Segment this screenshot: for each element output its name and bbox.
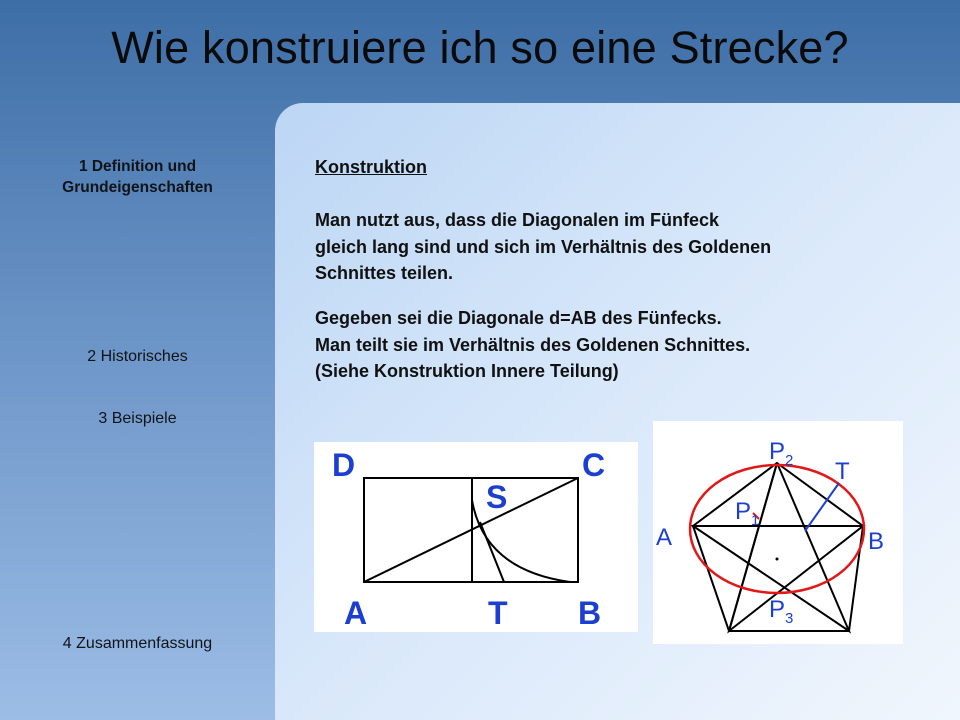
- nav-item-beispiele[interactable]: [0, 408, 275, 429]
- paragraph-given-diagonal: [315, 305, 935, 385]
- paragraph-line: (Siehe Konstruktion Innere Teilung): [315, 361, 619, 381]
- projection-line: [480, 522, 504, 582]
- label-a: A: [344, 595, 368, 631]
- paragraph-line: Schnittes teilen.: [315, 263, 454, 283]
- paragraph-line: Man nutzt aus, dass die Diagonalen im Fünfeck: [315, 210, 720, 230]
- nav-item-label-line1: 1 Definition und: [78, 158, 197, 175]
- nav-item-label: 3 Beispiele: [98, 410, 177, 427]
- label-b: B: [868, 528, 885, 555]
- paragraph-line: Man teilt sie im Verhältnis des Goldenen Schnittes.: [315, 334, 751, 355]
- pentagon-construction-figure: [653, 421, 903, 644]
- center-point: [776, 558, 779, 561]
- label-s: S: [486, 479, 508, 515]
- paragraph-diagonals: [315, 207, 935, 287]
- label-t: T: [835, 458, 850, 485]
- nav-item-zusammenfassung[interactable]: [0, 633, 275, 654]
- label-d: D: [332, 447, 356, 483]
- nav-item-label: 4 Zusammenfassung: [62, 635, 213, 652]
- label-a: A: [656, 524, 673, 551]
- section-heading: Konstruktion: [315, 157, 427, 177]
- rectangle-construction-figure: [314, 442, 638, 632]
- label-p1: $P_1$: [735, 498, 760, 529]
- rectangle-construction-drawing: [314, 442, 638, 632]
- label-t: T: [488, 595, 508, 631]
- nav-item-definition[interactable]: [0, 156, 275, 198]
- label-p2: $P_2$: [769, 438, 794, 469]
- nav-item-label: 2 Historisches: [87, 348, 188, 365]
- pentagon-construction-drawing: [653, 421, 903, 644]
- label-b: B: [578, 595, 602, 631]
- nav-item-historisches[interactable]: [0, 346, 275, 367]
- tangent-line: [805, 483, 839, 531]
- label-p3: $P_3$: [769, 596, 794, 627]
- slide-title: Wie konstruiere ich so eine Strecke?: [111, 22, 849, 73]
- label-c: C: [582, 447, 606, 483]
- paragraph-line: gleich lang sind und sich im Verhältnis des Goldenen: [315, 236, 772, 257]
- paragraph-line: Gegeben sei die Diagonale d=AB des Fünfecks.: [315, 308, 722, 328]
- nav-item-label-line2: Grundeigenschaften: [62, 179, 213, 196]
